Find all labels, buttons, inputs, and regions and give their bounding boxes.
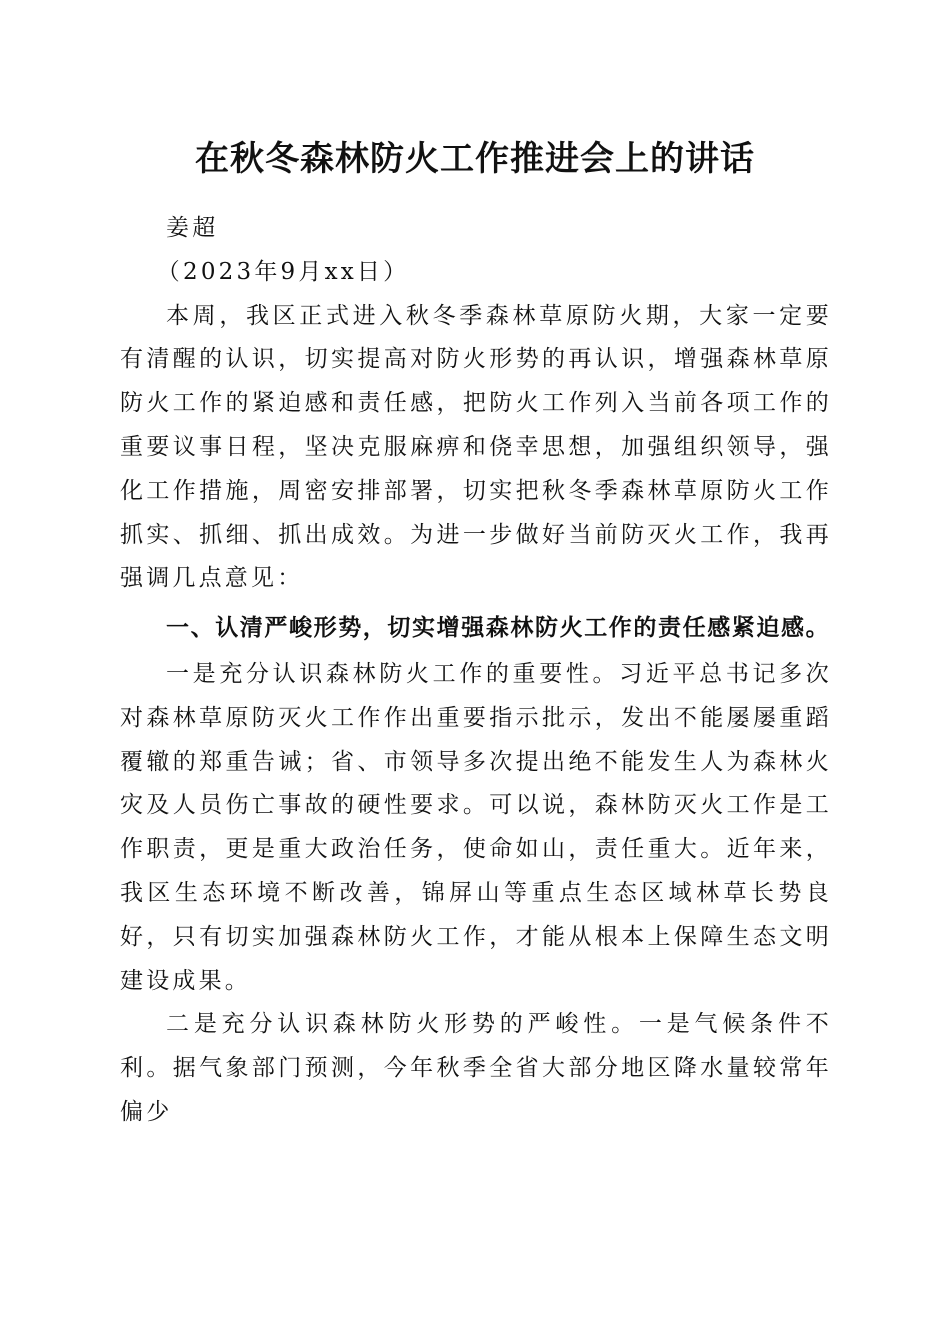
speech-date: （2023年9月xx日） <box>156 258 410 285</box>
document-title: 在秋冬森林防火工作推进会上的讲话 <box>195 139 755 179</box>
author-name: 姜超 <box>166 215 219 241</box>
section-heading-1: 一、认清严峻形势，切实增强森林防火工作的责任感紧迫感。 <box>166 615 831 642</box>
point-paragraph-2: 二是充分认识森林防火形势的严峻性。一是气候条件不利。据气象部门预测，今年秋季全省大部分地区降水量较常年偏少 <box>120 1011 832 1125</box>
intro-paragraph: 本周，我区正式进入秋冬季森林草原防火期，大家一定要有清醒的认识，切实提高对防火形势的再认识，增强森林草原防火工作的紧迫感和责任感，把防火工作列入当前各项工作的重要议事日程，坚决克服麻痹和侥幸思想，加强组织领导，强化工作措施，周密安排部署，切实把秋冬季森林草原防火工作抓实、抓细、抓出成效。为进一步做好当前防灭火工作，我再强调几点意见： <box>120 302 832 592</box>
point-paragraph-1: 一是充分认识森林防火工作的重要性。习近平总书记多次对森林草原防灭火工作作出重要指示批示，发出不能屡屡重蹈覆辙的郑重告诫；省、市领导多次提出绝不能发生人为森林火灾及人员伤亡事故的硬性要求。可以说，森林防灭火工作是工作职责，更是重大政治任务，使命如山，责任重大。近年来，我区生态环境不断改善，锦屏山等重点生态区域林草长势良好，只有切实加强森林防火工作，才能从根本上保障生态文明建设成果。 <box>120 660 832 994</box>
document-body <box>120 205 832 1135</box>
